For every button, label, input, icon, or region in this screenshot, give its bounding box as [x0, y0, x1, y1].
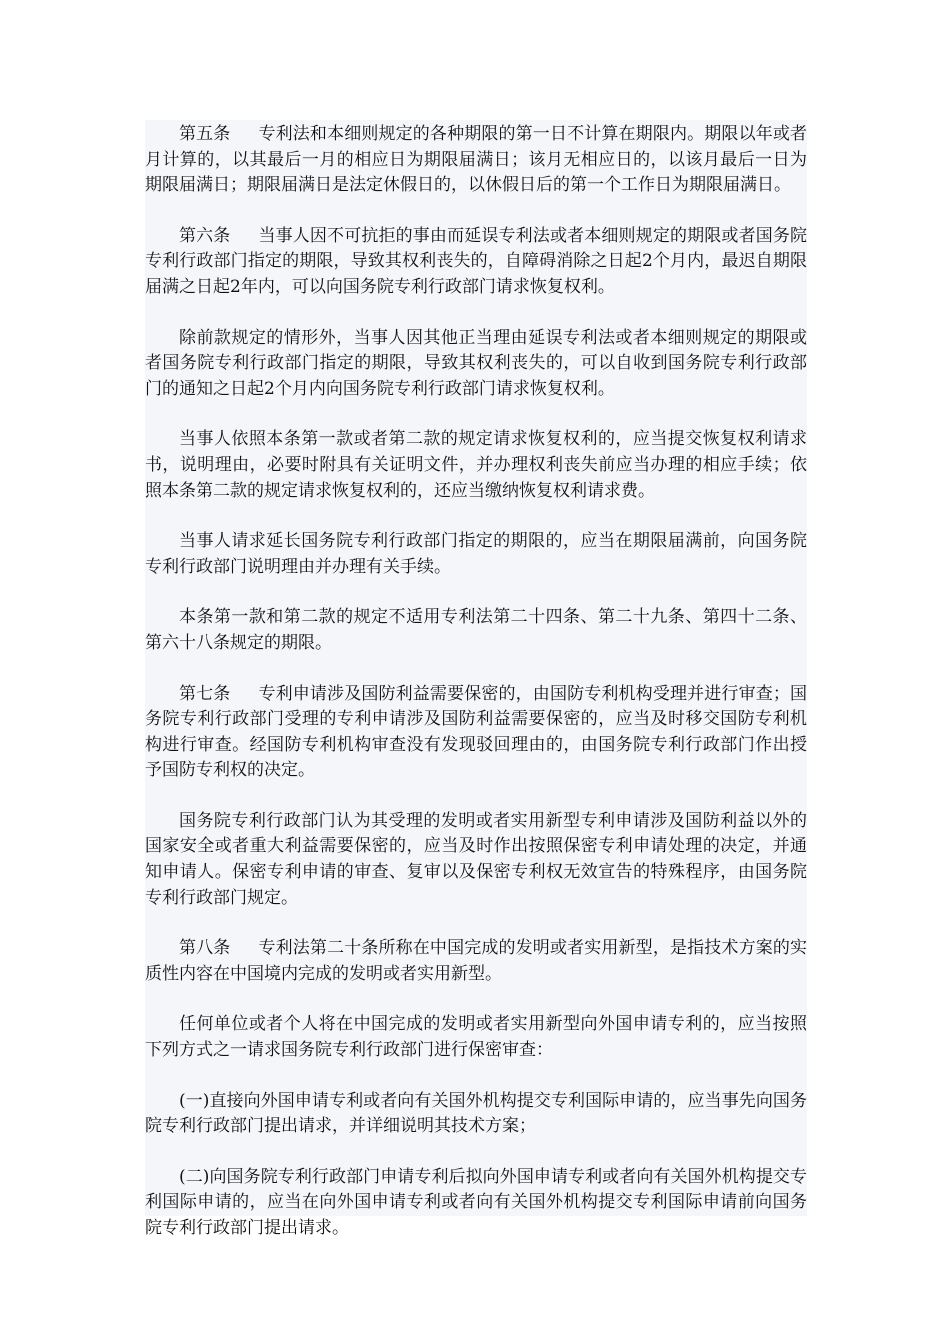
article-number: 第八条: [179, 938, 231, 959]
article-8-clause-2: [145, 1012, 807, 1063]
article-7-clause-2: [145, 809, 807, 911]
paragraph-text: 当事人请求延长国务院专利行政部门指定的期限的，应当在期限届满前，向国务院专利行政部门说明理由并办理有关手续。: [145, 531, 807, 577]
paragraph-text: 当事人因不可抗拒的事由而延误专利法或者本细则规定的期限或者国务院专利行政部门指定的期限，导致其权利丧失的，自障碍消除之日起2个月内，最迟自期限届满之日起2年内，可以向国务院专利行政部门请求恢复权利。: [145, 225, 808, 297]
paragraph-text: 当事人依照本条第一款或者第二款的规定请求恢复权利的，应当提交恢复权利请求书，说明理由，必要时附具有关证明文件，并办理权利丧失前应当办理的相应手续；依照本条第二款的规定请求恢复权利的，还应当缴纳恢复权利请求费。: [145, 429, 807, 501]
article-8-item-2: [145, 1165, 807, 1242]
paragraph-text: 除前款规定的情形外，当事人因其他正当理由延误专利法或者本细则规定的期限或者国务院专利行政部门指定的期限，导致其权利丧失的，可以自收到国务院专利行政部门的通知之日起2个月内向国务院专利行政部门请求恢复权利。: [145, 327, 807, 399]
paragraph-text: (二)向国务院专利行政部门申请专利后拟向外国申请专利或者向有关国外机构提交专利国际申请的，应当在向外国申请专利或者向有关国外机构提交专利国际申请前向国务院专利行政部门提出请求。: [145, 1166, 807, 1238]
article-7-paragraph: [145, 682, 807, 784]
article-6-clause-5: [145, 605, 807, 656]
article-6-paragraph: [145, 224, 807, 301]
paragraph-text: 专利法第二十条所称在中国完成的发明或者实用新型，是指技术方案的实质性内容在中国境内完成的发明或者实用新型。: [145, 938, 808, 984]
article-8-item-1: [145, 1089, 807, 1140]
article-number: 第七条: [179, 683, 231, 704]
document-body: [145, 120, 808, 1238]
article-number: 第六条: [179, 225, 231, 246]
paragraph-text: (一)直接向外国申请专利或者向有关国外机构提交专利国际申请的，应当事先向国务院专利行政部门提出请求，并详细说明其技术方案；: [145, 1090, 807, 1137]
paragraph-text: 任何单位或者个人将在中国完成的发明或者实用新型向外国申请专利的，应当按照下列方式之一请求国务院专利行政部门进行保密审查：: [145, 1014, 807, 1061]
article-number: 第五条: [179, 124, 231, 144]
paragraph-text: 国务院专利行政部门认为其受理的发明或者实用新型专利申请涉及国防利益以外的国家安全或者重大利益需要保密的，应当及时作出按照保密专利申请处理的决定，并通知申请人。保密专利申请的审查、复审以及保密专利权无效宣告的特殊程序，由国务院专利行政部门规定。: [145, 810, 807, 908]
paragraph-text: 专利申请涉及国防利益需要保密的，由国防专利机构受理并进行审查；国务院专利行政部门受理的专利申请涉及国防利益需要保密的，应当及时移交国防专利机构进行审查。经国防专利机构审查没有发现驳回理由的，由国务院专利行政部门作出授予国防专利权的决定。: [145, 683, 808, 781]
article-8-paragraph: [145, 936, 807, 987]
paragraph-text: 本条第一款和第二款的规定不适用专利法第二十四条、第二十九条、第四十二条、第六十八条规定的期限。: [145, 607, 807, 653]
paragraph-text: 专利法和本细则规定的各种期限的第一日不计算在期限内。期限以年或者月计算的，以其最后一月的相应日为期限届满日；该月无相应日的，以该月最后一日为期限届满日；期限届满日是法定休假日的，以休假日后的第一个工作日为期限届满日。: [145, 124, 808, 196]
article-6-clause-3: [145, 427, 807, 504]
article-6-clause-4: [145, 529, 807, 580]
article-6-clause-2: [145, 326, 807, 403]
article-5-paragraph: [145, 122, 807, 199]
